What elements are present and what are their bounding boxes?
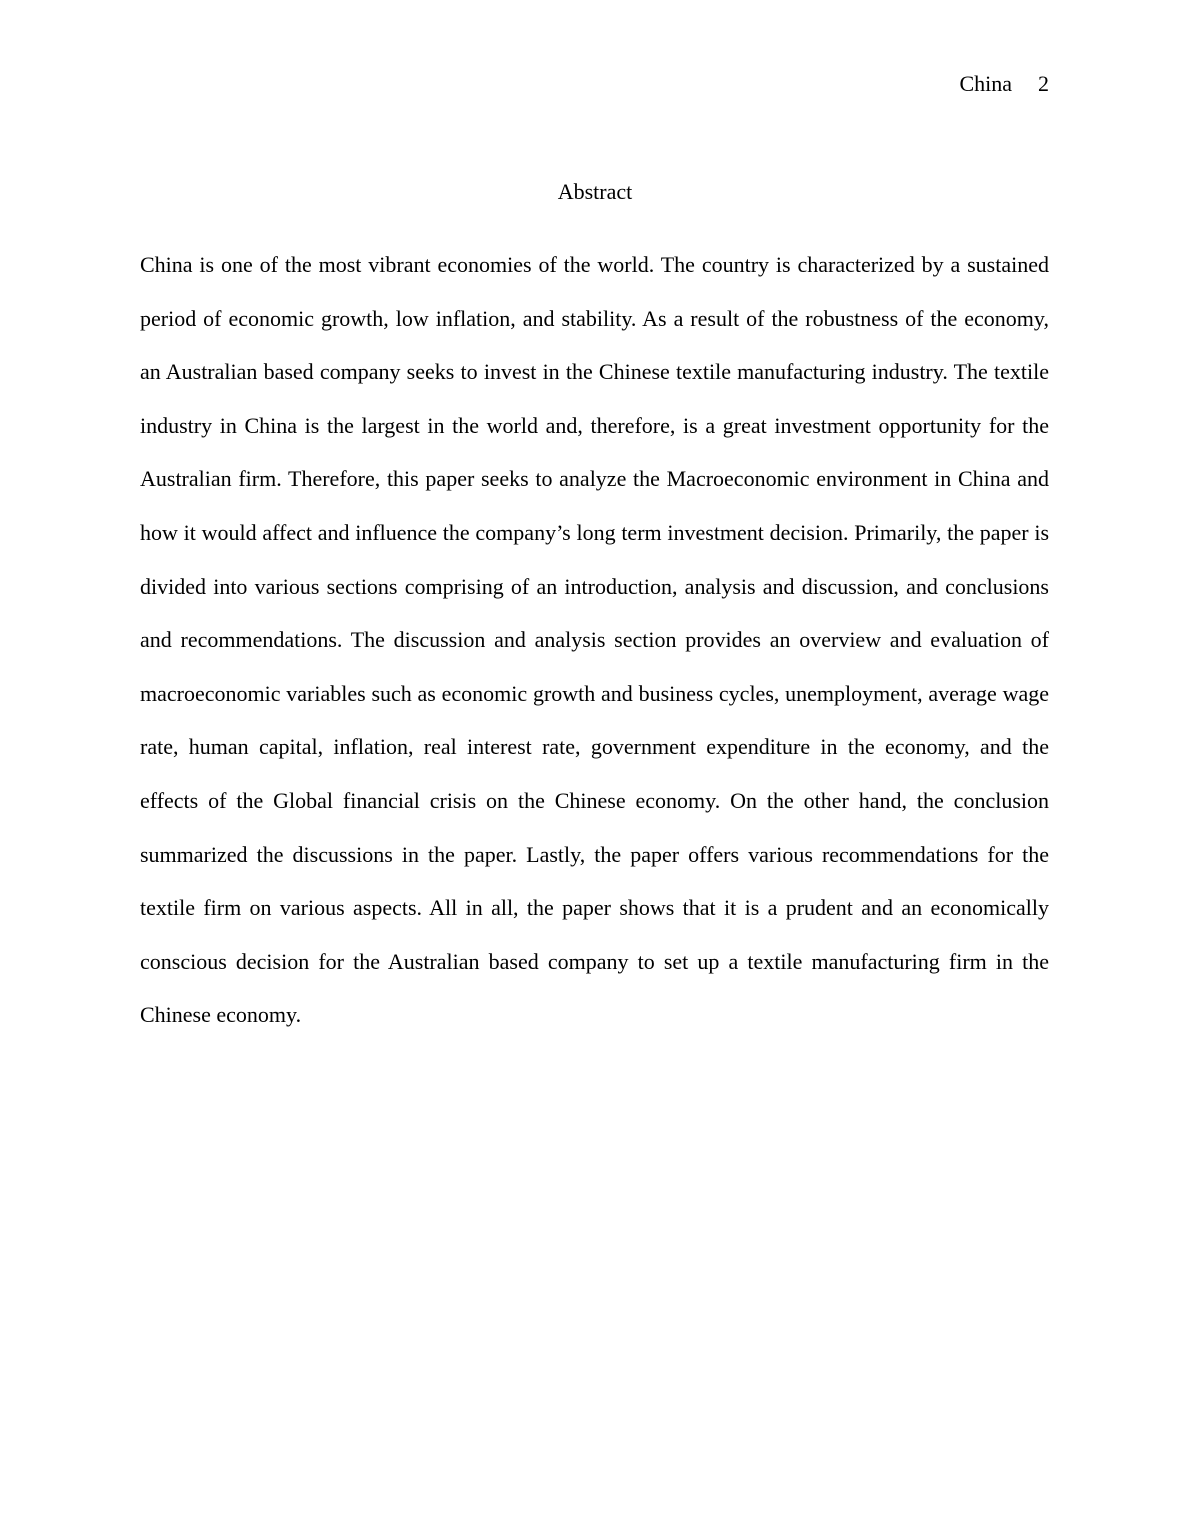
running-head [959,70,1049,98]
page-number: 2 [1038,71,1049,96]
abstract-body: China is one of the most vibrant economies of the world. The country is characterized by a sustained period of economic growth, low inflation, and stability. As a result of the robustness of the economy, an Australian based company seeks to invest in the Chinese textile manufacturing industry. The textile industry in China is the largest in the world and, therefore, is a great investment opportunity for the Australian firm. Therefore, this paper seeks to analyze the Macroeconomic environment in China and how it would affect and influence the company’s long term investment decision. Primarily, the paper is divided into various sections comprising of an introduction, analysis and discussion, and conclusions and recommendations. The discussion and analysis section provides an overview and evaluation of macroeconomic variables such as economic growth and business cycles, unemployment, average wage rate, human capital, inflation, real interest rate, government expenditure in the economy, and the effects of the Global financial crisis on the Chinese economy. On the other hand, the conclusion summarized the discussions in the paper. Lastly, the paper offers various recommendations for the textile firm on various aspects. All in all, the paper shows that it is a prudent and an economically conscious decision for the Australian based company to set up a textile manufacturing firm in the Chinese economy. [140,252,1049,1028]
abstract-heading: Abstract [557,179,633,204]
running-head-title: China [959,71,1012,96]
